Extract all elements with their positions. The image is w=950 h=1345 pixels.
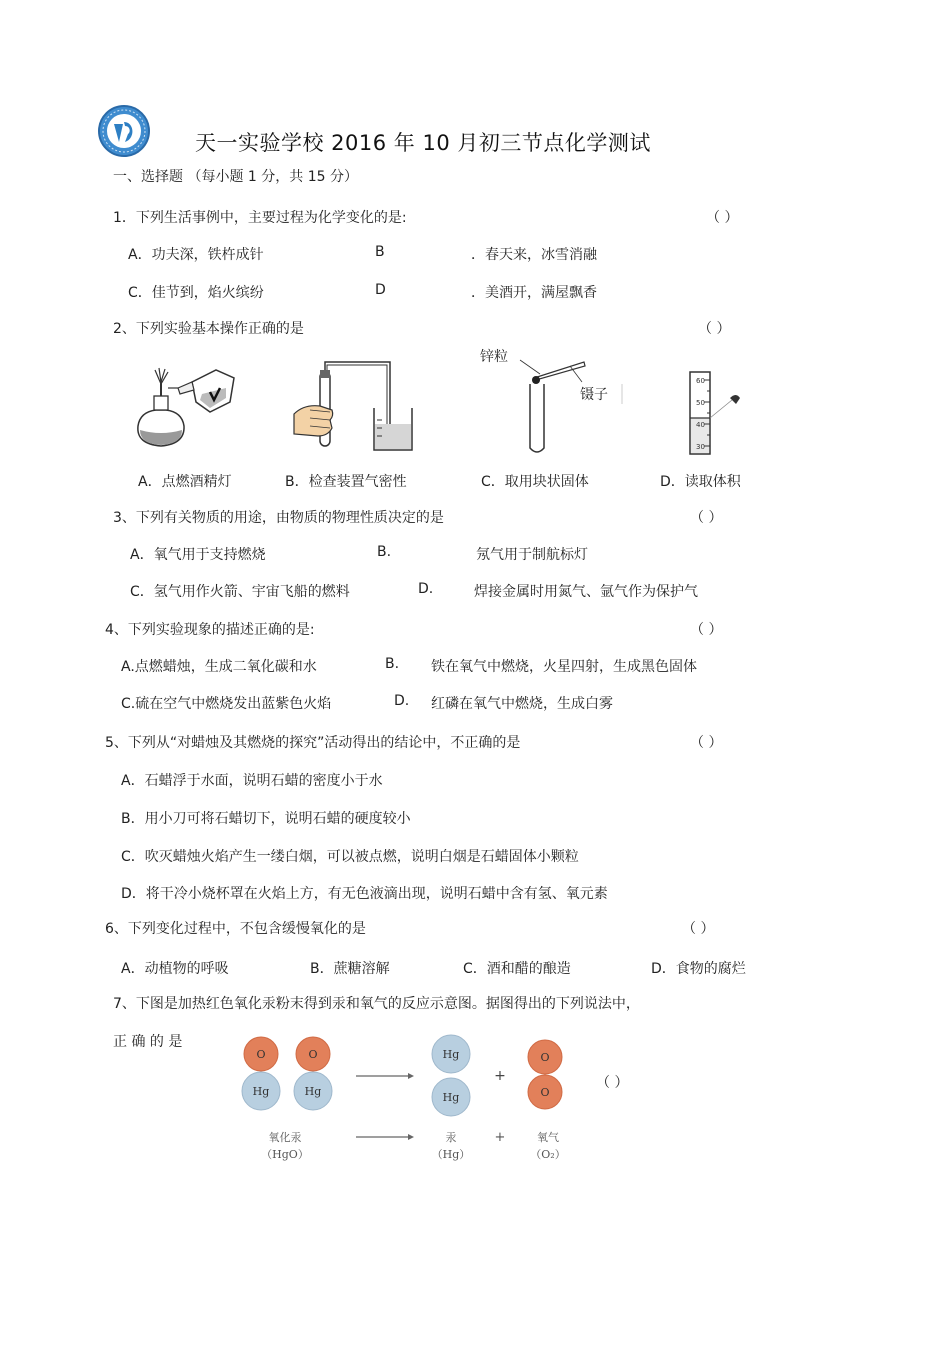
q6-option-b: B．蔗糖溶解 <box>310 961 390 977</box>
q2-option-c: C．取用块状固体 <box>481 474 589 490</box>
section-heading: 一、选择题 （每小题 1 分，共 15 分） <box>113 169 358 185</box>
q2-option-b: B．检查装置气密性 <box>285 474 407 490</box>
formula-hg: （Hg） <box>431 1148 471 1161</box>
q5-stem: 5、下列从“对蜡烛及其燃烧的探究”活动得出的结论中，不正确的是 <box>105 735 521 751</box>
plus-sign: + <box>494 1130 506 1145</box>
label-zinc: 锌粒 <box>480 349 508 365</box>
q7-stem: 7、下图是加热红色氧化汞粉末得到汞和氧气的反应示意图。据图得出的下列说法中， <box>113 996 640 1012</box>
q3-option-b-text: 氖气用于制航标灯 <box>476 547 588 563</box>
q3-option-b-letter: B. <box>377 544 392 560</box>
q4-option-b-letter: B. <box>385 656 400 672</box>
alcohol-lamp-figure <box>130 358 242 456</box>
q6-answer-blank: （ ） <box>682 921 715 937</box>
cyl-tick-60: 60 <box>696 377 705 385</box>
label-hgo: 氧化汞 <box>268 1131 302 1144</box>
school-logo <box>97 104 151 158</box>
q2-option-a: A．点燃酒精灯 <box>138 474 232 490</box>
atom-hg: Hg <box>252 1085 270 1098</box>
tweezers-figure <box>500 344 630 456</box>
q3-stem: 3、下列有关物质的用途，由物质的物理性质决定的是 <box>113 510 444 526</box>
atom-o: O <box>540 1086 550 1099</box>
q5-option-c: C．吹灭蜡烛火焰产生一缕白烟，可以被点燃，说明白烟是石蜡固体小颗粒 <box>121 849 579 865</box>
cyl-tick-30: 30 <box>696 443 705 451</box>
q1-option-d-letter: D <box>375 282 386 298</box>
q1-answer-blank: （ ） <box>706 210 739 226</box>
q4-option-c: C.硫在空气中燃烧发出蓝紫色火焰 <box>121 696 332 712</box>
formula-o2: （O₂） <box>530 1148 566 1161</box>
q2-option-d: D．读取体积 <box>660 474 741 490</box>
graduated-cylinder-figure <box>680 368 750 458</box>
q5-answer-blank: （ ） <box>690 735 723 751</box>
q1-option-d-text: ．美酒开，满屋飘香 <box>471 285 597 301</box>
page-title: 天一实验学校 2016 年 10 月初三节点化学测试 <box>195 131 651 155</box>
plus-sign: + <box>494 1068 506 1084</box>
q4-answer-blank: （ ） <box>690 622 723 638</box>
q6-option-a: A．动植物的呼吸 <box>121 961 229 977</box>
atom-o: O <box>308 1048 318 1061</box>
atom-o: O <box>256 1048 266 1061</box>
atom-o: O <box>540 1051 550 1064</box>
cyl-tick-40: 40 <box>696 421 705 429</box>
q4-option-d-text: 红磷在氧气中燃烧，生成白雾 <box>431 696 613 712</box>
label-hg: 汞 <box>445 1131 457 1144</box>
q1-stem: 1．下列生活事例中，主要过程为化学变化的是: <box>113 210 407 226</box>
q7-stem-continued: 正 确 的 是 <box>113 1034 183 1050</box>
atom-hg: Hg <box>442 1091 460 1104</box>
q3-option-d-text: 焊接金属时用氮气、氩气作为保护气 <box>474 584 698 600</box>
q3-option-d-letter: D. <box>418 581 434 597</box>
q4-stem: 4、下列实验现象的描述正确的是: <box>105 622 315 638</box>
atom-hg: Hg <box>442 1048 460 1061</box>
q6-stem: 6、下列变化过程中，不包含缓慢氧化的是 <box>105 921 366 937</box>
q5-option-b: B．用小刀可将石蜡切下，说明石蜡的硬度较小 <box>121 811 411 827</box>
q4-option-d-letter: D. <box>394 693 410 709</box>
q1-option-a: A．功夫深，铁杵成针 <box>128 247 264 263</box>
q3-answer-blank: （ ） <box>690 510 723 526</box>
q3-option-c: C．氢气用作火箭、宇宙飞船的燃料 <box>130 584 350 600</box>
cyl-tick-50: 50 <box>696 399 705 407</box>
q3-option-a: A．氧气用于支持燃烧 <box>130 547 266 563</box>
q2-stem: 2、下列实验基本操作正确的是 <box>113 321 304 337</box>
q6-option-c: C．酒和醋的酿造 <box>463 961 571 977</box>
q1-option-b-text: ．春天来，冰雪消融 <box>471 247 597 263</box>
q4-option-a: A.点燃蜡烛，生成二氧化碳和水 <box>121 659 317 675</box>
label-tweezers: 镊子 <box>580 387 608 403</box>
q4-option-b-text: 铁在氧气中燃烧，火星四射，生成黑色固体 <box>431 659 697 675</box>
airtightness-figure <box>290 358 420 456</box>
q5-option-a: A．石蜡浮于水面，说明石蜡的密度小于水 <box>121 773 383 789</box>
q6-option-d: D．食物的腐烂 <box>651 961 746 977</box>
formula-hgo: （HgO） <box>261 1148 309 1161</box>
q7-answer-blank: （ ） <box>596 1075 629 1091</box>
q2-answer-blank: （ ） <box>698 321 731 337</box>
label-o2: 氧气 <box>537 1131 559 1144</box>
q5-option-d: D．将干冷小烧杯罩在火焰上方，有无色液滴出现，说明石蜡中含有氢、氧元素 <box>121 886 608 902</box>
q1-option-c: C．佳节到，焰火缤纷 <box>128 285 264 301</box>
atom-hg: Hg <box>304 1085 322 1098</box>
q1-option-b-letter: B <box>375 244 385 260</box>
reaction-diagram <box>230 1030 590 1170</box>
